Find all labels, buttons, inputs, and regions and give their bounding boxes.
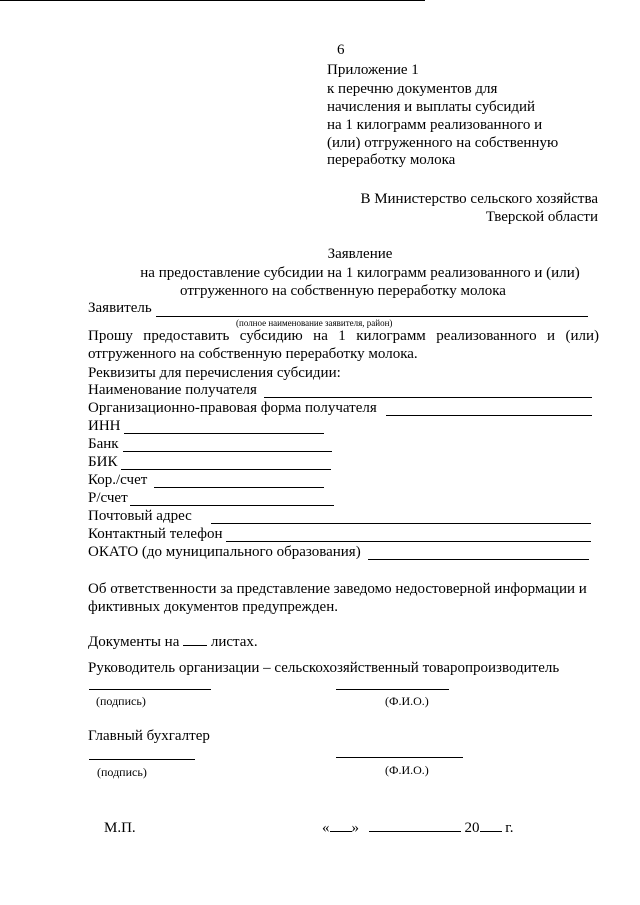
postal-address-label: Почтовый адрес <box>88 508 192 524</box>
document-title: Заявление <box>327 246 393 262</box>
head-signature-field[interactable] <box>89 689 211 690</box>
postal-address-field[interactable] <box>211 523 591 524</box>
addressee-line-2: Тверской области <box>485 209 598 225</box>
document-subtitle-line-1: на предоставление субсидии на 1 килограмм реализованного и (или) <box>140 265 580 281</box>
applicant-hint: (полное наименование заявителя, район) <box>236 318 393 328</box>
top-rule <box>0 0 425 1</box>
appendix-line: переработку молока <box>327 152 456 168</box>
accountant-name-hint: (Ф.И.О.) <box>385 763 429 777</box>
documents-count-field[interactable] <box>183 645 207 646</box>
addressee-line-1: В Министерство сельского хозяйства <box>360 191 598 207</box>
corr-account-field[interactable] <box>154 487 324 488</box>
documents-suffix: листах. <box>210 634 258 650</box>
date-month-field[interactable] <box>369 831 461 832</box>
appendix-title: Приложение 1 <box>327 62 419 78</box>
head-signature-hint: (подпись) <box>96 694 146 708</box>
inn-label: ИНН <box>88 418 121 434</box>
date-line <box>322 819 513 837</box>
inn-field[interactable] <box>124 433 324 434</box>
okato-field[interactable] <box>368 559 589 560</box>
head-name-field[interactable] <box>336 689 449 690</box>
phone-label: Контактный телефон <box>88 526 223 542</box>
head-of-org-title: Руководитель организации – сельскохозяйственный товаропроизводитель <box>88 660 560 676</box>
accountant-signature-field[interactable] <box>89 759 195 760</box>
legal-form-label: Организационно-правовая форма получателя <box>88 400 377 416</box>
responsibility-line-1: Об ответственности за представление заведомо недостоверной информации и <box>88 581 587 597</box>
documents-prefix: Документы на <box>88 634 180 650</box>
accountant-signature-hint: (подпись) <box>97 765 147 779</box>
okato-label: ОКАТО (до муниципального образования) <box>88 544 361 560</box>
request-line-1: Прошу предоставить субсидию на 1 килограмм реализованного и (или) <box>88 328 599 344</box>
appendix-line: на 1 килограмм реализованного и <box>327 117 543 133</box>
documents-count <box>88 633 258 651</box>
chief-accountant-title: Главный бухгалтер <box>88 728 210 744</box>
bank-field[interactable] <box>123 451 332 452</box>
account-label: Р/счет <box>88 490 128 506</box>
account-field[interactable] <box>130 505 334 506</box>
page-number: 6 <box>337 42 345 58</box>
applicant-field[interactable] <box>156 316 588 317</box>
request-line-2: отгруженного на собственную переработку молока. <box>88 346 418 362</box>
head-name-hint: (Ф.И.О.) <box>385 694 429 708</box>
date-year-field[interactable] <box>480 831 502 832</box>
year-prefix: 20 <box>464 820 480 836</box>
appendix-line: к перечню документов для <box>327 81 498 97</box>
bank-label: Банк <box>88 436 119 452</box>
date-day-field[interactable] <box>330 831 352 832</box>
document-subtitle-line-2: отгруженного на собственную переработку молока <box>180 283 506 299</box>
applicant-label: Заявитель <box>88 300 152 316</box>
quote-open: « <box>322 820 330 836</box>
requisites-title: Реквизиты для перечисления субсидии: <box>88 365 341 381</box>
appendix-line: (или) отгруженного на собственную <box>327 135 559 151</box>
recipient-name-label: Наименование получателя <box>88 382 257 398</box>
quote-close: » <box>351 820 359 836</box>
responsibility-line-2: фиктивных документов предупрежден. <box>88 599 338 615</box>
phone-field[interactable] <box>226 541 591 542</box>
legal-form-field[interactable] <box>386 415 592 416</box>
corr-account-label: Кор./счет <box>88 472 148 488</box>
stamp-mark: М.П. <box>104 820 136 836</box>
appendix-line: начисления и выплаты субсидий <box>327 99 536 115</box>
accountant-name-field[interactable] <box>336 757 463 758</box>
bik-field[interactable] <box>121 469 331 470</box>
recipient-name-field[interactable] <box>264 397 592 398</box>
bik-label: БИК <box>88 454 118 470</box>
year-suffix: г. <box>505 820 514 836</box>
